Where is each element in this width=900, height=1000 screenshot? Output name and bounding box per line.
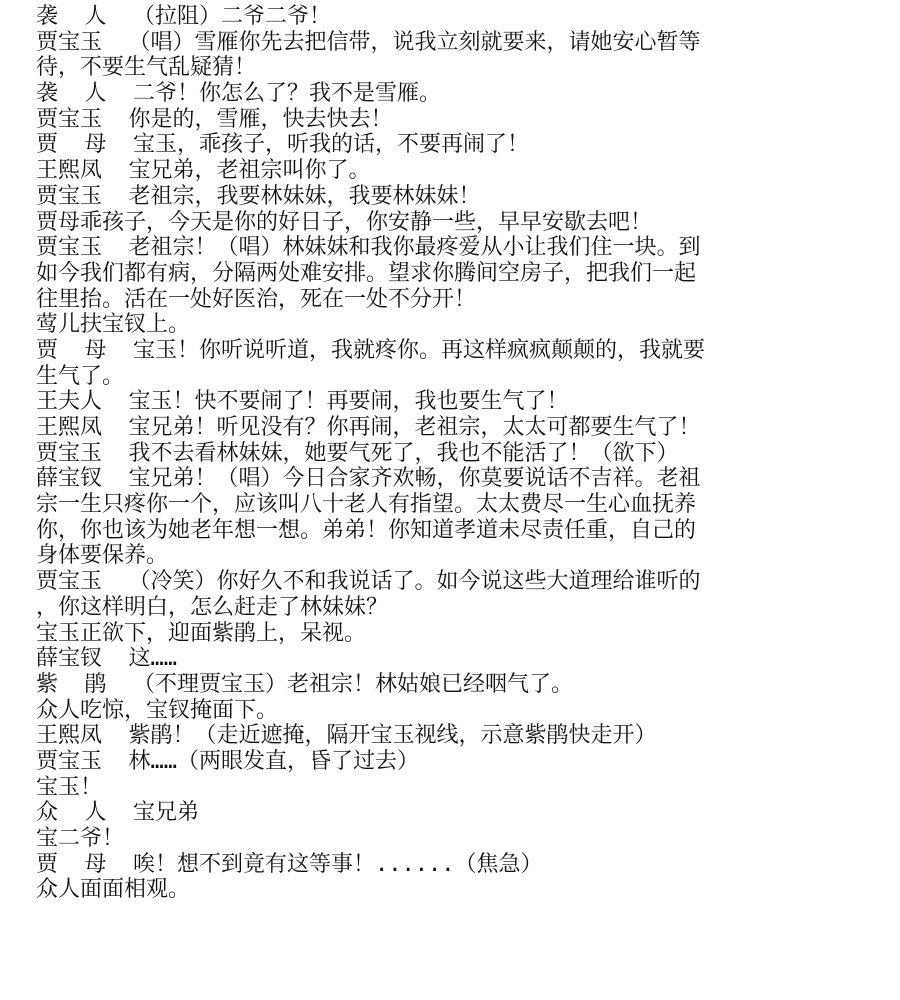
script-line: 身体要保养。 <box>36 543 169 569</box>
script-line: 袭 人 二爷！你怎么了？我不是雪雁。 <box>36 81 441 107</box>
script-line: 贾宝玉 林……（两眼发直，昏了过去） <box>36 748 419 774</box>
script-line: 贾宝玉 （冷笑）你好久不和我说话了。如今说这些大道理给谁听的 <box>36 569 701 595</box>
script-line: 王熙凤 宝兄弟！听见没有？你再闹，老祖宗，太太可都要生气了！ <box>36 415 701 440</box>
script-line: 贾宝玉 （唱）雪雁你先去把信带，说我立刻就要来，请她安心暂等 <box>36 29 701 55</box>
script-document <box>36 4 876 994</box>
script-line: 贾 母 宝玉，乖孩子，听我的话，不要再闹了！ <box>36 132 529 158</box>
script-line: 众人吃惊，宝钗掩面下。 <box>36 697 279 723</box>
script-line: 贾 母 宝玉！你听说听道，我就疼你。再这样疯疯颠颠的，我就要 <box>36 337 705 363</box>
script-line: 王熙凤 紫鹃！（走近遮掩，隔开宝玉视线，示意紫鹃快走开） <box>36 723 657 749</box>
script-line: 袭 人 （拉阻）二爷二爷！ <box>36 4 331 29</box>
script-line: 贾宝玉 老祖宗，我要林妹妹，我要林妹妹！ <box>36 183 481 209</box>
script-line: 贾母乖孩子，今天是你的好日子，你安静一些，早早安歇去吧！ <box>36 209 653 235</box>
script-line: 贾宝玉 我不去看林妹妹，她要气死了，我也不能活了！（欲下） <box>36 440 679 466</box>
script-line: 你，你也该为她老年想一想。弟弟！你知道孝道未尽责任重，自己的 <box>36 517 697 543</box>
script-line: 宝二爷！ <box>36 826 125 851</box>
script-line: 薛宝钗 这…… <box>36 646 177 672</box>
script-line: 待，不要生气乱疑猜！ <box>36 55 257 81</box>
script-line: 贾宝玉 你是的，雪雁，快去快去！ <box>36 106 393 132</box>
script-line: 贾宝玉 老祖宗！（唱）林妹妹和我你最疼爱从小让我们住一块。到 <box>36 235 701 261</box>
script-line: ，你这样明白，怎么赶走了林妹妹？ <box>36 594 389 620</box>
script-line: 往里抬。活在一处好医治，死在一处不分开！ <box>36 286 477 312</box>
script-line: 王熙凤 宝兄弟，老祖宗叫你了。 <box>36 158 371 184</box>
script-line: 薛宝钗 宝兄弟！（唱）今日合家齐欢畅，你莫要说话不吉祥。老祖 <box>36 466 701 492</box>
script-line: 众人面面相观。 <box>36 877 191 903</box>
script-line: 生气了。 <box>36 363 125 389</box>
script-line: 宝玉正欲下，迎面紫鹃上，呆视。 <box>36 620 367 646</box>
script-line: 宝玉！ <box>36 774 103 800</box>
script-line: 如今我们都有病，分隔两处难安排。望求你腾间空房子，把我们一起 <box>36 260 697 286</box>
script-line: 王夫人 宝玉！快不要闹了！再要闹，我也要生气了！ <box>36 389 569 415</box>
script-line: 紫 鹃 （不理贾宝玉）老祖宗！林姑娘已经咽气了。 <box>36 671 573 697</box>
script-line: 宗一生只疼你一个，应该叫八十老人有指望。太太费尽一生心血抚养 <box>36 492 697 518</box>
script-line: 众 人 宝兄弟 <box>36 800 199 826</box>
script-line: 贾 母 唉！想不到竟有这等事！......（焦急） <box>36 851 543 877</box>
script-line: 莺儿扶宝钗上。 <box>36 312 191 338</box>
